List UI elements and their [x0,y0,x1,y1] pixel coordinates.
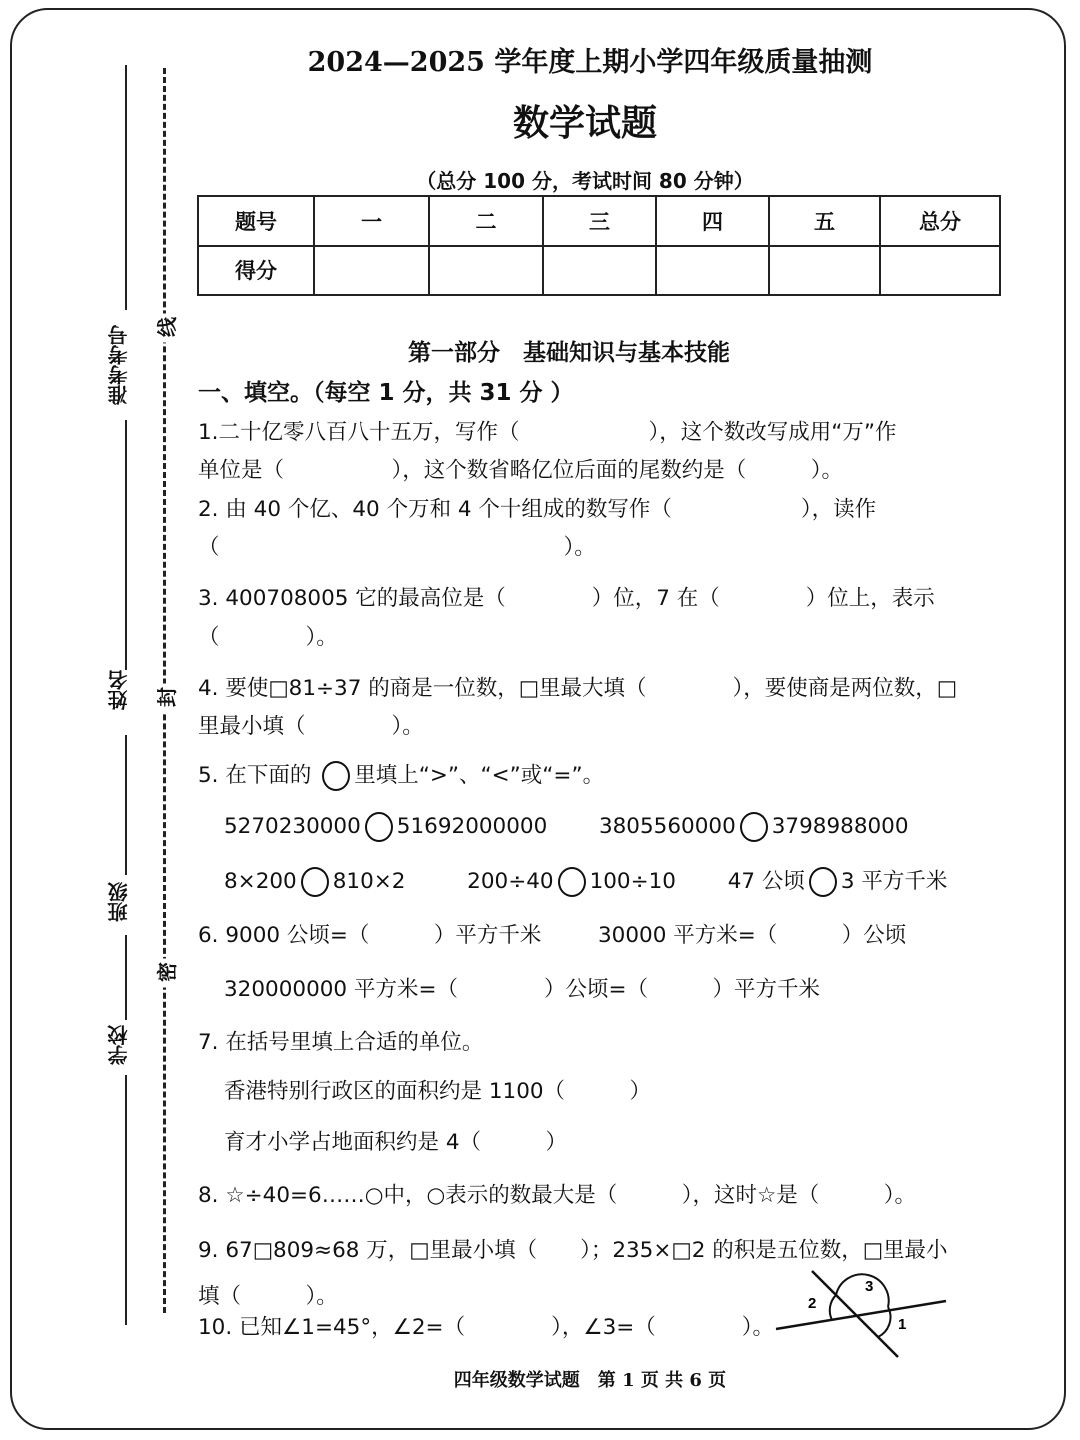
binding-line [125,935,127,1020]
question-1-line-2: 单位是（ ），这个数省略亿位后面的尾数约是（ ）。 [198,458,844,483]
table-cell: 三 [543,196,656,246]
question-6b: 30000 平方米=（ ）公顷 [598,923,907,948]
section-heading: 一、填空。（每空 1 分，共 31 分 ） [198,380,574,406]
compare-left: 200÷40 [467,869,554,894]
question-1-line-1: 1.二十亿零八百八十五万，写作（ ），这个数改写成用“万”作 [198,420,897,445]
compare-left: 5270230000 [224,814,361,839]
question-3-line-1: 3. 400708005 它的最高位是（ ）位，7 在（ ）位上，表示 [198,586,935,611]
table-cell: 五 [769,196,880,246]
compare-right: 3 平方千米 [840,869,948,894]
exam-info: （总分 100 分，考试时间 80 分钟） [416,169,754,193]
compare-circle[interactable] [558,867,586,897]
compare-circle[interactable] [365,812,393,842]
q5-prefix: 5. 在下面的 [198,763,312,788]
compare-circle[interactable] [301,867,329,897]
table-cell: 总分 [880,196,1000,246]
horizontal-line [776,1301,946,1329]
table-cell: 四 [656,196,769,246]
binding-line [125,735,127,875]
question-7: 7. 在括号里填上合适的单位。 [198,1030,484,1055]
question-6a: 6. 9000 公顷=（ ）平方千米 [198,923,542,948]
score-cell[interactable] [543,246,656,296]
binding-line [125,420,127,670]
question-2-line-1: 2. 由 40 个亿、40 个万和 4 个十组成的数写作（ ），读作 [198,497,877,522]
seal-mark-mi: 密 [157,959,177,988]
exam-title: 2024—2025 学年度上期小学四年级质量抽测 [307,47,873,78]
part-heading: 第一部分 基础知识与基本技能 [408,340,730,366]
circle-icon [322,761,350,791]
table-row [198,246,1000,296]
page-footer: 四年级数学试题 第 1 页 共 6 页 [453,1370,727,1391]
compare-right: 100÷10 [589,869,676,894]
school-label: 学校 [104,1025,133,1065]
compare-right: 51692000000 [396,814,548,839]
score-table [197,195,1001,296]
score-cell[interactable] [656,246,769,296]
question-4-line-1: 4. 要使□81÷37 的商是一位数，□里最大填（ ），要使商是两位数，□ [198,676,958,701]
score-cell[interactable] [429,246,543,296]
question-7b: 育才小学占地面积约是 4（ ） [224,1130,568,1155]
compare-right: 3798988000 [771,814,909,839]
seal-mark-feng: 封 [157,684,177,713]
compare-circle[interactable] [740,812,768,842]
table-row [198,196,1000,246]
seal-mark-xian: 线 [157,314,177,343]
q5-row-2 [224,864,947,897]
q5-row-1 [224,812,909,842]
question-2-line-2: （ ）。 [198,535,596,560]
question-8: 8. ☆÷40=6……○中，○表示的数最大是（ ），这时☆是（ ）。 [198,1183,916,1208]
name-label: 姓名 [104,670,133,710]
compare-left: 3805560000 [598,814,736,839]
question-4-line-2: 里最小填（ ）。 [198,714,424,739]
score-cell[interactable] [314,246,429,296]
score-cell[interactable] [880,246,1000,296]
compare-left: 47 公顷 [727,869,805,894]
subject-title: 数学试题 [512,102,657,144]
table-cell: 题号 [198,196,314,246]
question-6c: 320000000 平方米=（ ）公顷=（ ）平方千米 [224,977,820,1002]
angle-label-3: 3 [865,1278,874,1295]
angle-label-1: 1 [898,1316,907,1333]
question-10: 10. 已知∠1=45°，∠2=（ ），∠3=（ ）。 [198,1315,775,1340]
question-7a: 香港特别行政区的面积约是 1100（ ） [224,1079,652,1104]
table-cell: 二 [429,196,543,246]
compare-right: 810×2 [332,869,406,894]
question-5-prompt [198,758,604,791]
exam-number-label: 准考考号 [104,325,133,405]
table-cell: 一 [314,196,429,246]
q5-suffix: 里填上“>”、“<”或“=”。 [354,763,605,788]
transversal-line [812,1271,898,1357]
binding-line [125,1075,127,1325]
table-cell: 得分 [198,246,314,296]
compare-left: 8×200 [224,869,297,894]
angle-label-2: 2 [808,1295,817,1312]
score-cell[interactable] [769,246,880,296]
compare-circle[interactable] [809,867,837,897]
question-3-line-2: （ ）。 [198,625,338,650]
angle-arc-2 [830,1295,836,1320]
question-9-line-1: 9. 67□809≈68 万，□里最小填（ ）；235×□2 的积是五位数，□里最小 [198,1238,948,1263]
class-label: 班级 [104,882,133,922]
question-9-line-2: 填（ ）。 [198,1284,338,1309]
angle-diagram [770,1265,960,1365]
